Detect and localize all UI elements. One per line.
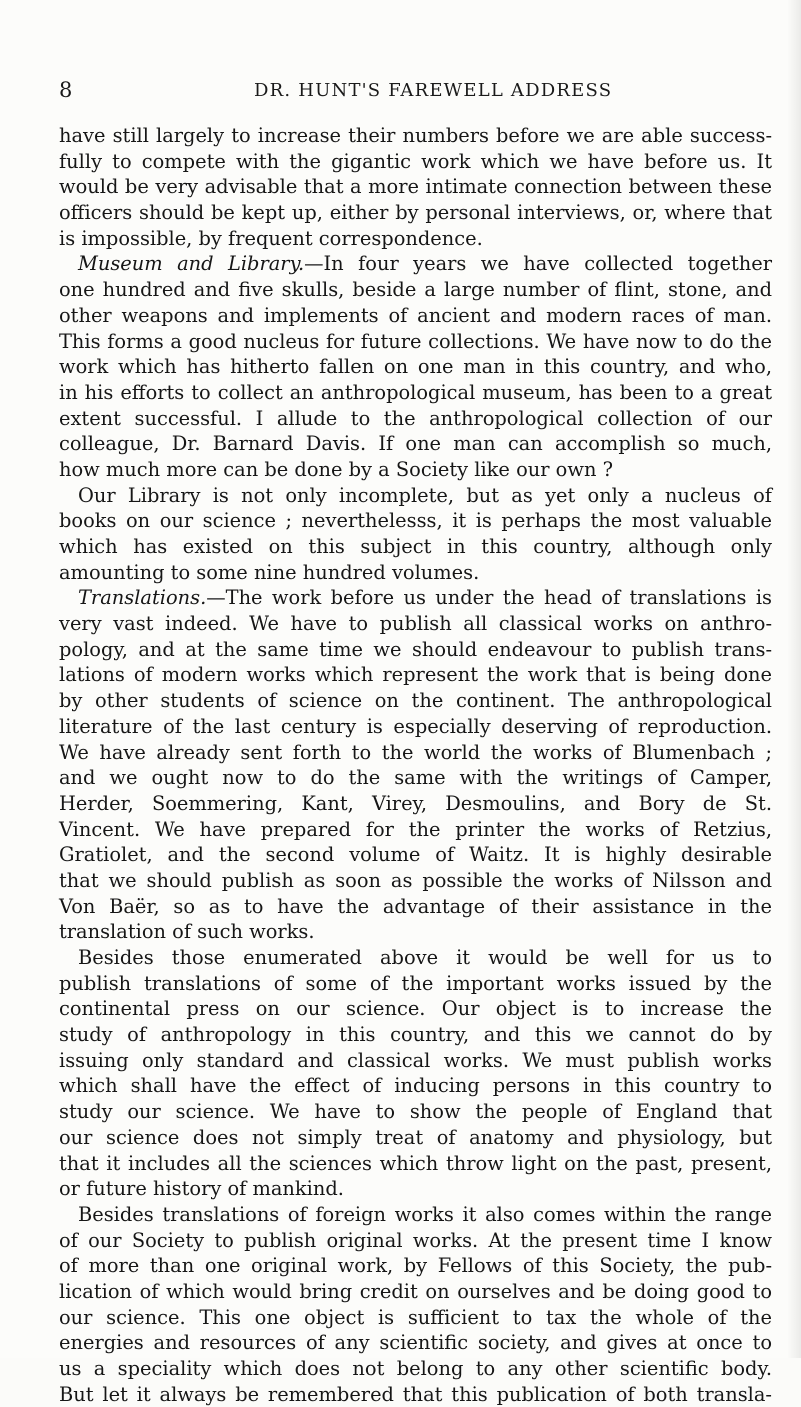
text-line: Besides those enumerated above it would be well for us to xyxy=(78,946,772,969)
text-fragment: —The work before us under the head of translations is xyxy=(206,586,772,610)
text-line: officers should be kept up, either by personal interviews, or, where that xyxy=(59,201,772,225)
text-line: which shall have the effect of inducing persons in this country to xyxy=(59,1074,772,1098)
page-edge-shadow xyxy=(787,0,801,1358)
text-line: that we should publish as soon as possible the works of Nilsson and xyxy=(59,868,772,892)
text-line: fully to compete with the gigantic work which we have before us. It xyxy=(59,149,772,173)
text-line: extent successful. I allude to the anthropological collection of our xyxy=(59,406,772,430)
text-line: and we ought now to do the same with the writings of Camper, xyxy=(59,766,772,790)
text-line: that it includes all the sciences which throw light on the past, present, xyxy=(59,1151,772,1175)
text-line: publish translations of some of the important works issued by the xyxy=(59,971,772,995)
section-heading-translations: Translations. xyxy=(78,586,207,610)
text-line: Besides translations of foreign works it also comes within the range xyxy=(78,1202,772,1226)
text-line: lations of modern works which represent the work that is being done xyxy=(59,663,772,687)
text-line: is impossible, by frequent correspondence. xyxy=(59,226,483,250)
text-line xyxy=(59,251,772,277)
text-line: Von Baër, so as to have the advantage of their assistance in the xyxy=(59,894,772,918)
text-line: Herder, Soemmering, Kant, Virey, Desmoulins, and Bory de St. xyxy=(59,791,772,815)
text-line: But let it always be remembered that this publication of both transla- xyxy=(59,1382,772,1406)
text-line: of our Society to publish original works. At the present time I know xyxy=(59,1228,772,1252)
text-line: Our Library is not only incomplete, but as yet only a nucleus of xyxy=(78,483,772,507)
text-line: books on our science ; neverthelesss, it is perhaps the most valuable xyxy=(59,509,772,533)
text-line: We have already sent forth to the world the works of Blumenbach ; xyxy=(59,740,772,764)
text-line: how much more can be done by a Society like our own ? xyxy=(59,457,613,481)
running-header xyxy=(59,78,759,108)
text-line: lication of which would bring credit on ourselves and be doing good to xyxy=(59,1279,772,1303)
text-line: study our science. We have to show the people of England that xyxy=(59,1100,772,1124)
text-line: by other students of science on the continent. The anthropological xyxy=(59,689,772,713)
text-line: Vincent. We have prepared for the printer the works of Retzius, xyxy=(59,817,772,841)
text-line xyxy=(59,585,772,611)
text-line: issuing only standard and classical works. We must publish works xyxy=(59,1048,772,1072)
text-line: very vast indeed. We have to publish all classical works on anthro- xyxy=(59,612,772,636)
text-line: which has existed on this subject in this country, although only xyxy=(59,535,772,558)
text-line: translation of such works. xyxy=(59,920,315,944)
text-line: This forms a good nucleus for future collections. We have now to do the xyxy=(59,329,772,353)
text-line: amounting to some nine hundred volumes. xyxy=(59,560,480,584)
text-line: or future history of mankind. xyxy=(59,1177,344,1201)
text-line: us a speciality which does not belong to any other scientific body. xyxy=(59,1357,772,1380)
text-line: continental press on our science. Our object is to increase the xyxy=(59,997,772,1021)
text-line: work which has hitherto fallen on one man in this country, and who, xyxy=(59,355,772,379)
text-line: of more than one original work, by Fellows of this Society, the pub- xyxy=(59,1254,772,1278)
page-number: 8 xyxy=(59,78,73,102)
body-text xyxy=(59,123,772,1407)
text-line: our science. This one object is sufficient to tax the whole of the xyxy=(59,1305,772,1329)
running-title: DR. HUNT'S FAREWELL ADDRESS xyxy=(254,80,613,101)
text-line: in his efforts to collect an anthropological museum, has been to a great xyxy=(59,380,772,404)
text-line: study of anthropology in this country, and this we cannot do by xyxy=(59,1023,772,1047)
text-fragment: —In four years we have collected together xyxy=(304,252,772,276)
text-line: would be very advisable that a more intimate connection between these xyxy=(59,175,772,199)
section-heading-museum: Museum and Library. xyxy=(78,252,305,276)
text-line: one hundred and five skulls, beside a large number of flint, stone, and xyxy=(59,278,772,302)
text-line: colleague, Dr. Barnard Davis. If one man can accomplish so much, xyxy=(59,432,772,456)
text-line: have still largely to increase their numbers before we are able success- xyxy=(59,124,772,147)
text-line: Gratiolet, and the second volume of Waitz. It is highly desirable xyxy=(59,843,772,867)
text-line: energies and resources of any scientific society, and gives at once to xyxy=(59,1331,772,1355)
text-line: other weapons and implements of ancient and modern races of man. xyxy=(59,303,772,327)
text-line: pology, and at the same time we should endeavour to publish trans- xyxy=(59,637,772,661)
text-line: our science does not simply treat of anatomy and physiology, but xyxy=(59,1125,772,1149)
text-line: literature of the last century is especially deserving of reproduction. xyxy=(59,714,772,738)
